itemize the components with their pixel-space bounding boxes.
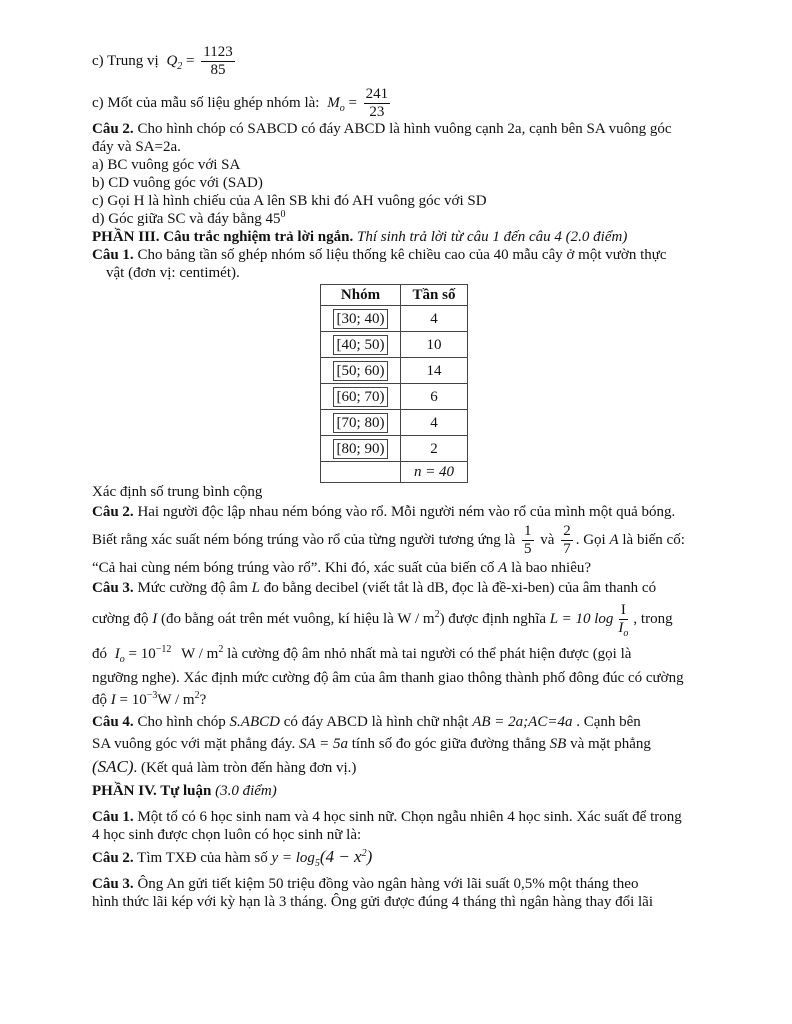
- cau2-text-1: Cho hình chóp có SABCD có đáy ABCD là hình vuông cạnh 2a, cạnh bên SA vuông góc: [133, 121, 672, 138]
- p3-q1-text-1: Cho bảng tần số ghép nhóm số liệu thống kê chiều cao của 40 mẫu cây ở một vườn thực: [133, 247, 667, 264]
- p3-q3-dB: dB: [426, 580, 445, 597]
- p3-q2-frac-2: $\frac{2}{7}$: [563, 523, 571, 558]
- median-label: c) Trung vị: [92, 53, 159, 69]
- p3-q3-text-3b: là cường độ âm nhỏ nhất mà tai người có thể phát hiện được (gọi là: [227, 646, 632, 663]
- p4-q3-text-1b: triệu đồng vào ngân hàng với lãi suất: [287, 876, 510, 893]
- p3-q4-text-1c: . Cạnh bên: [576, 714, 641, 731]
- p3-q4-text-2c: và mặt phẳng: [570, 736, 651, 753]
- p3-q3-line-5: [92, 689, 708, 711]
- p3-q3-formula: L = 10 log: [549, 611, 614, 628]
- cau2-line-2: đáy và SA=2a.: [92, 139, 181, 156]
- p3-q2-line-3: [92, 559, 708, 577]
- p3-q3-text-2b: (đo bằng oát trên mét vuông, kí hiệu là: [160, 611, 394, 628]
- table-cell-freq: 4: [401, 410, 468, 436]
- table-row: [321, 410, 468, 436]
- mode-fraction: $\frac{241}{23}$: [365, 86, 389, 121]
- p3-q3-L: L: [251, 580, 260, 597]
- table-cell-group: [50; 60): [321, 358, 401, 384]
- p3-q4-sa: SA = 5a: [298, 736, 348, 753]
- p3-q3-I0-unit: W / $m^2$: [181, 644, 224, 663]
- p3-q2-heading: Câu 2.: [92, 504, 134, 521]
- p3-q3-text-2c: ) được định nghĩa: [439, 611, 547, 628]
- p4-q1-text-1: Một tổ có 6 học sinh nam và 4 học sinh nữ. Chọn ngẫu nhiên 4 học sinh. Xác suất để trong: [133, 809, 682, 826]
- cau2-heading: Câu 2.: [92, 121, 134, 138]
- p3-q4-text-1a: Cho hình chóp: [133, 714, 226, 731]
- p4-q2-line: [92, 844, 708, 871]
- mode-var: $M_o$: [327, 95, 345, 115]
- p3-q2-text-3b: là bao nhiêu?: [511, 560, 592, 577]
- cau2-line-1: [92, 120, 708, 138]
- part4-title-line: [92, 780, 708, 802]
- table-header-freq: Tần số: [401, 285, 468, 306]
- p3-q1-line-1: [92, 246, 708, 264]
- p4-q1-line-1: [92, 808, 708, 826]
- p3-q3-text-2a: cường độ: [92, 611, 149, 628]
- p3-q3-unit: W / $m^2$: [397, 609, 440, 628]
- p3-q4-sb: SB: [549, 736, 567, 753]
- p3-q4-heading: Câu 4.: [92, 714, 134, 731]
- p3-q3-line-2: [92, 597, 708, 641]
- table-cell-group: [80; 90): [321, 436, 401, 462]
- p3-q2-text-1: Hai người độc lập nhau ném bóng vào rổ. Mỗi người ném vào rổ của mình một quả bóng.: [133, 504, 676, 521]
- table-cell-freq: 4: [401, 306, 468, 332]
- frequency-table: [320, 284, 468, 483]
- p3-q4-text-3: . (Kết quả làm tròn đến hàng đơn vị.): [133, 760, 357, 777]
- cau2-option-c: c) Gọi H là hình chiếu của A lên SB khi đó AH vuông góc với SD: [92, 193, 487, 210]
- table-cell-freq: 14: [401, 358, 468, 384]
- table-row: [321, 332, 468, 358]
- p4-q1-line-2: 4 học sinh được chọn luôn có học sinh nữ là:: [92, 827, 362, 844]
- part3-title: PHẦN III. Câu trắc nghiệm trả lời ngắn.: [92, 229, 354, 246]
- part3-title-line: [92, 228, 708, 246]
- p4-q3-text-1a: Ông An gửi tiết kiệm: [133, 876, 265, 893]
- p3-q4-sac: (SAC): [92, 757, 134, 777]
- p3-q2-text-3a: “Cả hai cùng ném bóng trúng vào rổ”. Khi đó, xác suất của biến cố: [92, 560, 495, 577]
- p4-q2-text: Tìm TXĐ của hàm số: [133, 850, 268, 867]
- cau2-option-d-text: d) Góc giữa SC và đáy bằng: [92, 211, 262, 228]
- table-row: [321, 306, 468, 332]
- table-cell-freq: 6: [401, 384, 468, 410]
- table-header-group: Nhóm: [321, 285, 401, 306]
- frequency-table-wrap: [320, 284, 708, 483]
- table-cell-freq: 10: [401, 332, 468, 358]
- table-total: n = 40: [401, 462, 468, 483]
- p3-q4-line-3: [92, 755, 708, 780]
- table-total-row: [321, 462, 468, 483]
- p4-q3-text-1c: một tháng theo: [548, 876, 639, 893]
- p3-q3-I0: $I_o$: [114, 646, 125, 666]
- p3-q2-text-2c: là biến cố:: [622, 532, 685, 549]
- p3-q1-heading: Câu 1.: [92, 247, 134, 264]
- p3-q3-text-1a: Mức cường độ âm: [133, 580, 248, 597]
- p3-q4-ab: AB = 2a;AC=4a: [472, 714, 573, 731]
- table-cell-freq: 2: [401, 436, 468, 462]
- mode-label: c) Mốt của mẫu số liệu ghép nhóm là:: [92, 95, 320, 112]
- p3-q4-text-1b: có đáy ABCD là hình chữ nhật: [283, 714, 469, 731]
- table-cell-empty: [321, 462, 401, 483]
- part3-note: Thí sinh trả lời từ câu 1 đến câu 4 (2.0 điểm): [353, 229, 628, 246]
- mode-line: c) Mốt của mẫu số liệu ghép nhóm là: $M_o$ = $\frac{241}{23}$: [92, 86, 389, 121]
- p3-q2-frac-1: $\frac{1}{5}$: [524, 523, 532, 558]
- p3-q2-event: A: [609, 532, 619, 549]
- p4-q3-line-2: hình thức lãi kép với kỳ hạn là 3 tháng. Ông gửi được đúng 4 tháng thì ngân hàng thay đổi lãi: [92, 894, 653, 911]
- p3-q3-formula-fraction: $\frac{I}{I_o}$: [618, 602, 629, 640]
- part4-note: (3.0 điểm): [211, 783, 277, 800]
- p4-q3-heading: Câu 3.: [92, 876, 134, 893]
- table-row: [321, 358, 468, 384]
- p4-q2-formula: $y = \log_5(4 - x^2)$: [271, 847, 373, 870]
- table-cell-group: [30; 40): [321, 306, 401, 332]
- cau2-option-d: [92, 210, 708, 228]
- p3-q3-line-1: [92, 579, 708, 597]
- p4-q2-heading: Câu 2.: [92, 850, 134, 867]
- p3-q2-line-2: [92, 521, 708, 559]
- p3-q2-text-2a: Biết rằng xác suất ném bóng trúng vào rổ của từng người tương ứng là: [92, 532, 516, 549]
- p4-q3-line-1: [92, 875, 708, 893]
- p4-q3-rate: 0,5%: [513, 876, 545, 893]
- p4-q3-amount: 50: [268, 876, 284, 893]
- p3-q3-text-1b: đo bằng decibel (viết tắt là: [263, 580, 424, 597]
- median-line: c) Trung vị $Q_2$ = $\frac{1123}{85}$: [92, 44, 233, 79]
- p3-q3-I-value: $I = 10^{-3}W / m^2$: [110, 690, 200, 709]
- p3-q3-I0-value: = $10^{-12}$: [124, 644, 172, 663]
- p4-q1-heading: Câu 1.: [92, 809, 134, 826]
- p3-q3-line-4: ngưỡng nghe). Xác định mức cường độ âm của âm thanh giao thông thành phố đông đúc có cường: [92, 670, 684, 687]
- p3-q3-text-5b: ?: [199, 692, 207, 709]
- median-var: $Q_2$: [166, 53, 183, 72]
- cau2-angle: $45^0$: [265, 209, 286, 228]
- p3-q2-text-2b: . Gọi: [575, 532, 606, 549]
- p3-q2-and: và: [540, 532, 555, 549]
- p3-q4-line-1: [92, 711, 708, 733]
- p3-q3-text-3a: đó: [92, 646, 107, 663]
- p3-q3-text-5a: độ: [92, 692, 107, 709]
- table-row: [321, 436, 468, 462]
- p3-q3-line-3: [92, 641, 708, 667]
- cau2-option-a: a) BC vuông góc với SA: [92, 157, 241, 174]
- p3-q2-event-2: A: [498, 560, 508, 577]
- part4-title: PHẦN IV. Tự luận: [92, 783, 212, 800]
- p3-q3-text-1c: , đọc là đề-xi-ben) của âm thanh có: [444, 580, 657, 597]
- p3-q3-text-2d: , trong: [633, 611, 673, 628]
- p3-q1-line-2: vật (đơn vị: centimét).: [106, 265, 240, 282]
- table-header-row: [321, 285, 468, 306]
- table-cell-group: [70; 80): [321, 410, 401, 436]
- p3-q3-heading: Câu 3.: [92, 580, 134, 597]
- p3-q4-pyramid: S.ABCD: [229, 714, 280, 731]
- cau2-option-b: b) CD vuông góc với (SAD): [92, 175, 263, 192]
- p3-q1-ask: Xác định số trung bình cộng: [92, 484, 263, 501]
- p3-q4-text-2b: tính số đo góc giữa đường thẳng: [351, 736, 546, 753]
- table-cell-group: [60; 70): [321, 384, 401, 410]
- p3-q3-I: I: [152, 611, 158, 628]
- table-row: [321, 384, 468, 410]
- document-page: [92, 44, 708, 911]
- p3-q4-text-2a: SA vuông góc với mặt phẳng đáy.: [92, 736, 296, 753]
- median-fraction: $\frac{1123}{85}$: [203, 44, 233, 79]
- table-cell-group: [40; 50): [321, 332, 401, 358]
- p3-q4-line-2: [92, 733, 708, 755]
- p3-q2-line-1: [92, 503, 708, 521]
